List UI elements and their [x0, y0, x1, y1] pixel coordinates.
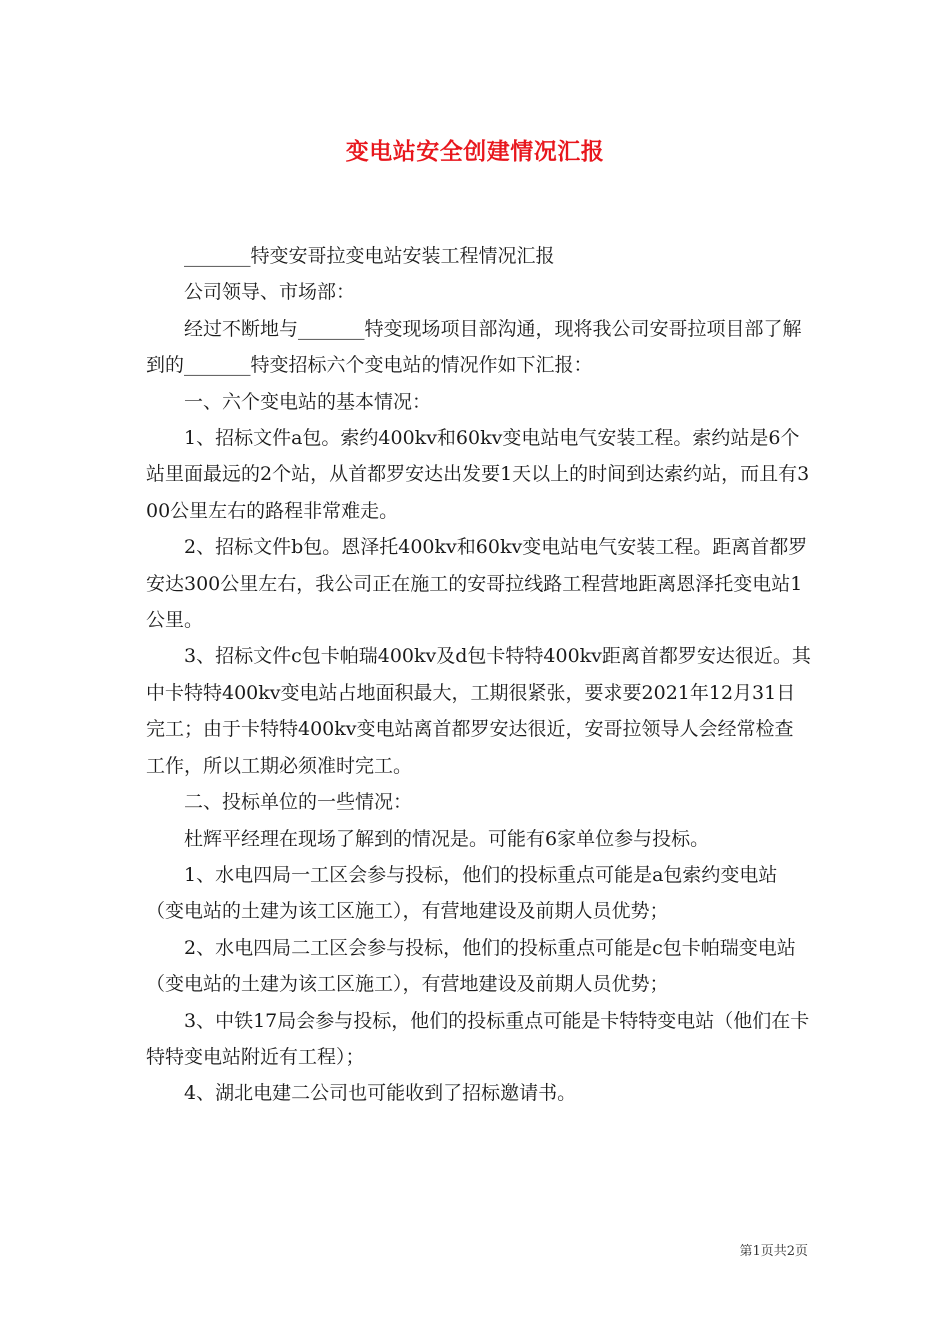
paragraph-package-a: 1、招标文件a包。索约400kv和60kv变电站电气安装工程。索约站是6个站里面最远的2个站，从首都罗安达出发要1天以上的时间到达索约站，而且有300公里左右的路程非常难走。 [146, 427, 810, 522]
report-heading: _______特变安哥拉变电站安装工程情况汇报 [184, 245, 555, 267]
page-number: 第1页共2页 [739, 1244, 808, 1259]
bidder-1: 1、水电四局一工区会参与投标，他们的投标重点可能是a包索约变电站（变电站的土建为该工区施工），有营地建设及前期人员优势； [146, 863, 778, 923]
bidder-4: 4、湖北电建二公司也可能收到了招标邀请书。 [184, 1082, 577, 1105]
salutation: 公司领导、市场部： [184, 281, 356, 304]
page-title: 变电站安全创建情况汇报 [345, 139, 605, 165]
paragraph-package-cd: 3、招标文件c包卡帕瑞400kv及d包卡特特400kv距离首都罗安达很近。其中卡特特400kv变电站占地面积最大，工期很紧张，要求要2021年12月31日完工；由于卡特特400kv变电站离首都罗安达很近，安哥拉领导人会经常检查工作，所以工期必须准时完工。 [146, 645, 811, 777]
section-heading-2: 二、投标单位的一些情况： [184, 791, 413, 814]
document-body [146, 238, 811, 1112]
section-heading-1: 一、六个变电站的基本情况： [184, 390, 432, 413]
paragraph-package-b: 2、招标文件b包。恩泽托400kv和60kv变电站电气安装工程。距离首都罗安达300公里左右，我公司正在施工的安哥拉线路工程营地距离恩泽托变电站1公里。 [146, 536, 808, 632]
bidder-3: 3、中铁17局会参与投标，他们的投标重点可能是卡特特变电站（他们在卡特特变电站附近有工程）； [146, 1009, 810, 1068]
bidder-2: 2、水电四局二工区会参与投标，他们的投标重点可能是c包卡帕瑞变电站（变电站的土建为该工区施工），有营地建设及前期人员优势； [146, 936, 796, 996]
intro-paragraph: 经过不断地与_______特变现场项目部沟通，现将我公司安哥拉项目部了解到的_______特变招标六个变电站的情况作如下汇报： [146, 317, 802, 377]
bidders-intro: 杜辉平经理在现场了解到的情况是。可能有6家单位参与投标。 [184, 827, 710, 850]
